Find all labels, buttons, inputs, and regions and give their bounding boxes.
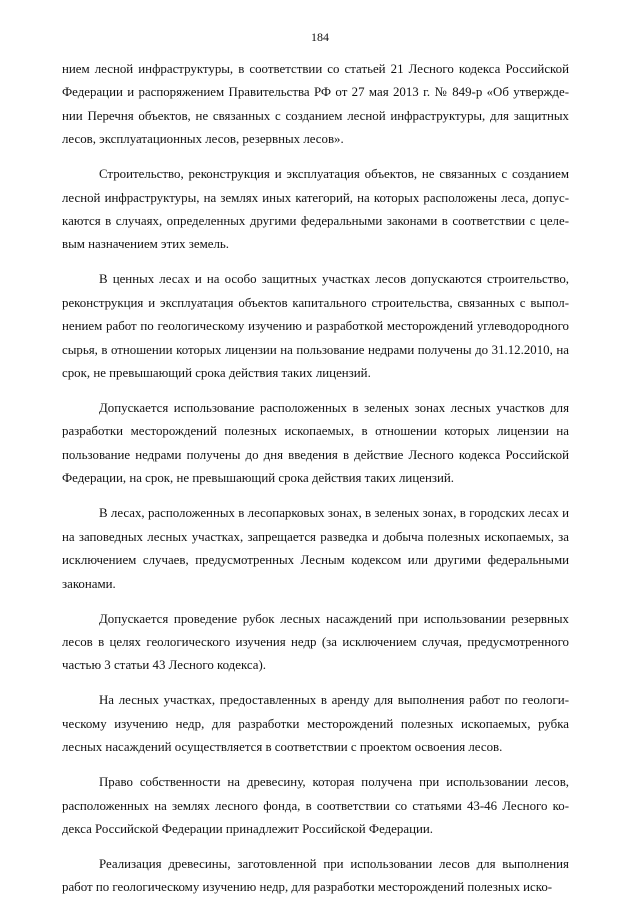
paragraph: На лесных участках, предоставленных в аренду для выполнения работ по геологическому изучению недр, для разработки месторождений полезных ископаемых, рубка лесных насаждений осуществляется в соответствии с проектом освоения лесов. xyxy=(62,693,569,755)
document-body xyxy=(62,58,569,911)
paragraph-continuation: нием лесной инфраструктуры, в соответствии со статьей 21 Лесного кодекса Российской Федерации и распоряжением Правительства РФ от 27 мая 2013 г. № 849-р «Об утверждении Перечня объектов, не связанных с созданием лесной инфраструктуры, для защитных лесов, эксплуатационных лесов, резервных лесов». xyxy=(62,62,569,147)
paragraph: Реализация древесины, заготовленной при использовании лесов для выполнения работ по геологическому изучению недр, для разработки месторождений полезных иско- xyxy=(62,856,569,895)
page-number: 184 xyxy=(311,30,329,44)
paragraph: Допускается использование расположенных в зеленых зонах лесных участков для разработки месторождений полезных ископаемых, в отношении которых лицензии на пользование недрами получены до дня введения в действие Лесного кодекса Российской Федерации, на срок, не превышающий срока действия таких лицензий. xyxy=(62,401,569,486)
paragraph: В лесах, расположенных в лесопарковых зонах, в зеленых зонах, в городских лесах и на заповедных лесных участках, запрещается разведка и добыча полезных ископаемых, за исключением случаев, предусмотренных Лесным кодексом или другими федеральными законами. xyxy=(62,506,569,591)
paragraph: Строительство, реконструкция и эксплуатация объектов, не связанных с созданием лесной инфраструктуры, на землях иных категорий, на которых расположены леса, допускаются в случаях, определенных другими федеральными законами в соответствии с целевым назначением этих земель. xyxy=(62,167,569,252)
paragraph: Право собственности на древесину, которая получена при использовании лесов, расположенных на землях лесного фонда, в соответствии со статьями 43-46 Лесного кодекса Российской Федерации принадлежит Российской Федерации. xyxy=(62,775,569,836)
paragraph: В ценных лесах и на особо защитных участках лесов допускаются строительство, реконструкция и эксплуатация объектов капитального строительства, связанных с выполнением работ по геологическому изучению и разработкой месторождений углеводородного сырья, в отношении которых лицензии на пользование недрами получены до 31.12.2010, на срок, не превышающий срока действия таких лицензий. xyxy=(62,272,569,381)
paragraph: Допускается проведение рубок лесных насаждений при использовании резервных лесов в целях геологического изучения недр (за исключением случая, предусмотренного частью 3 статьи 43 Лесного кодекса). xyxy=(62,611,569,673)
